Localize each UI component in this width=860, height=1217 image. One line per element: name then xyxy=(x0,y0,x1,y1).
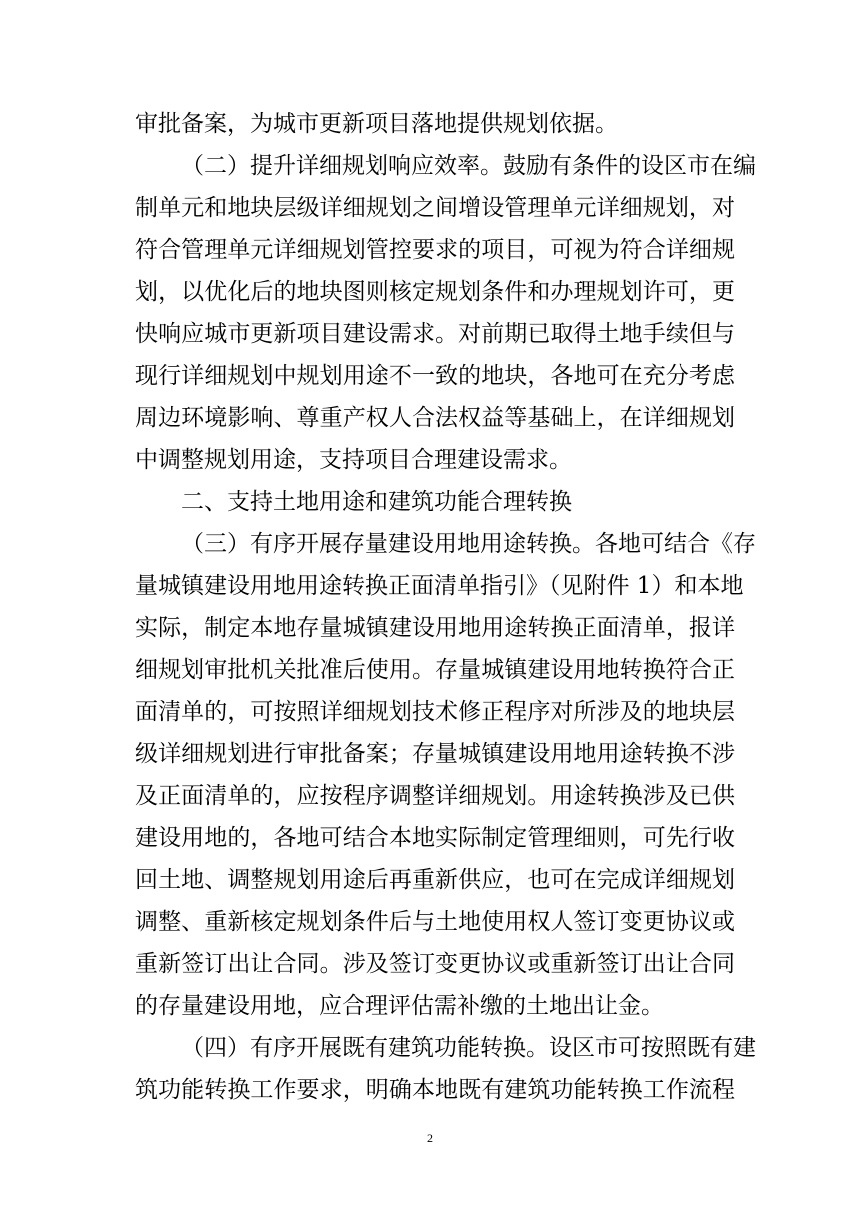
text-line: 现行详细规划中规划用途不一致的地块，各地可在充分考虑 xyxy=(135,363,735,389)
page-number: 2 xyxy=(427,1131,433,1145)
text-line: （二）提升详细规划响应效率。鼓励有条件的设区市在编 xyxy=(181,153,756,179)
text-line: （四）有序开展既有建筑功能转换。设区市可按照既有建 xyxy=(181,1035,756,1061)
text-line: 回土地、调整规划用途后再重新供应，也可在完成详细规划 xyxy=(135,867,735,893)
text-line: 实际，制定本地存量城镇建设用地用途转换正面清单，报详 xyxy=(135,615,735,641)
text-line: 及正面清单的，应按程序调整详细规划。用途转换涉及已供 xyxy=(135,783,735,809)
text-line: 快响应城市更新项目建设需求。对前期已取得土地手续但与 xyxy=(135,321,735,347)
text-line: 符合管理单元详细规划管控要求的项目，可视为符合详细规 xyxy=(135,237,735,263)
text-line: 审批备案，为城市更新项目落地提供规划依据。 xyxy=(135,111,618,137)
text-line: 细规划审批机关批准后使用。存量城镇建设用地转换符合正 xyxy=(135,657,735,683)
text-line: 重新签订出让合同。涉及签订变更协议或重新签订出让合同 xyxy=(135,951,735,977)
section-heading: 二、支持土地用途和建筑功能合理转换 xyxy=(181,489,572,515)
text-line: 周边环境影响、尊重产权人合法权益等基础上，在详细规划 xyxy=(135,405,735,431)
text-line: 面清单的，可按照详细规划技术修正程序对所涉及的地块层 xyxy=(135,699,735,725)
text-line: 筑功能转换工作要求，明确本地既有建筑功能转换工作流程 xyxy=(135,1077,735,1103)
text-line: 的存量建设用地，应合理评估需补缴的土地出让金。 xyxy=(135,993,664,1019)
text-line: 调整、重新核定规划条件后与土地使用权人签订变更协议或 xyxy=(135,909,735,935)
text-line: 量城镇建设用地用途转换正面清单指引》（见附件 1）和本地 xyxy=(135,573,744,599)
text-line: （三）有序开展存量建设用地用途转换。各地可结合《存 xyxy=(181,531,756,557)
text-line: 制单元和地块层级详细规划之间增设管理单元详细规划，对 xyxy=(135,195,735,221)
text-line: 建设用地的，各地可结合本地实际制定管理细则，可先行收 xyxy=(135,825,735,851)
text-line: 中调整规划用途，支持项目合理建设需求。 xyxy=(135,447,572,473)
text-line: 划，以优化后的地块图则核定规划条件和办理规划许可，更 xyxy=(135,279,735,305)
text-line: 级详细规划进行审批备案；存量城镇建设用地用途转换不涉 xyxy=(135,741,735,767)
